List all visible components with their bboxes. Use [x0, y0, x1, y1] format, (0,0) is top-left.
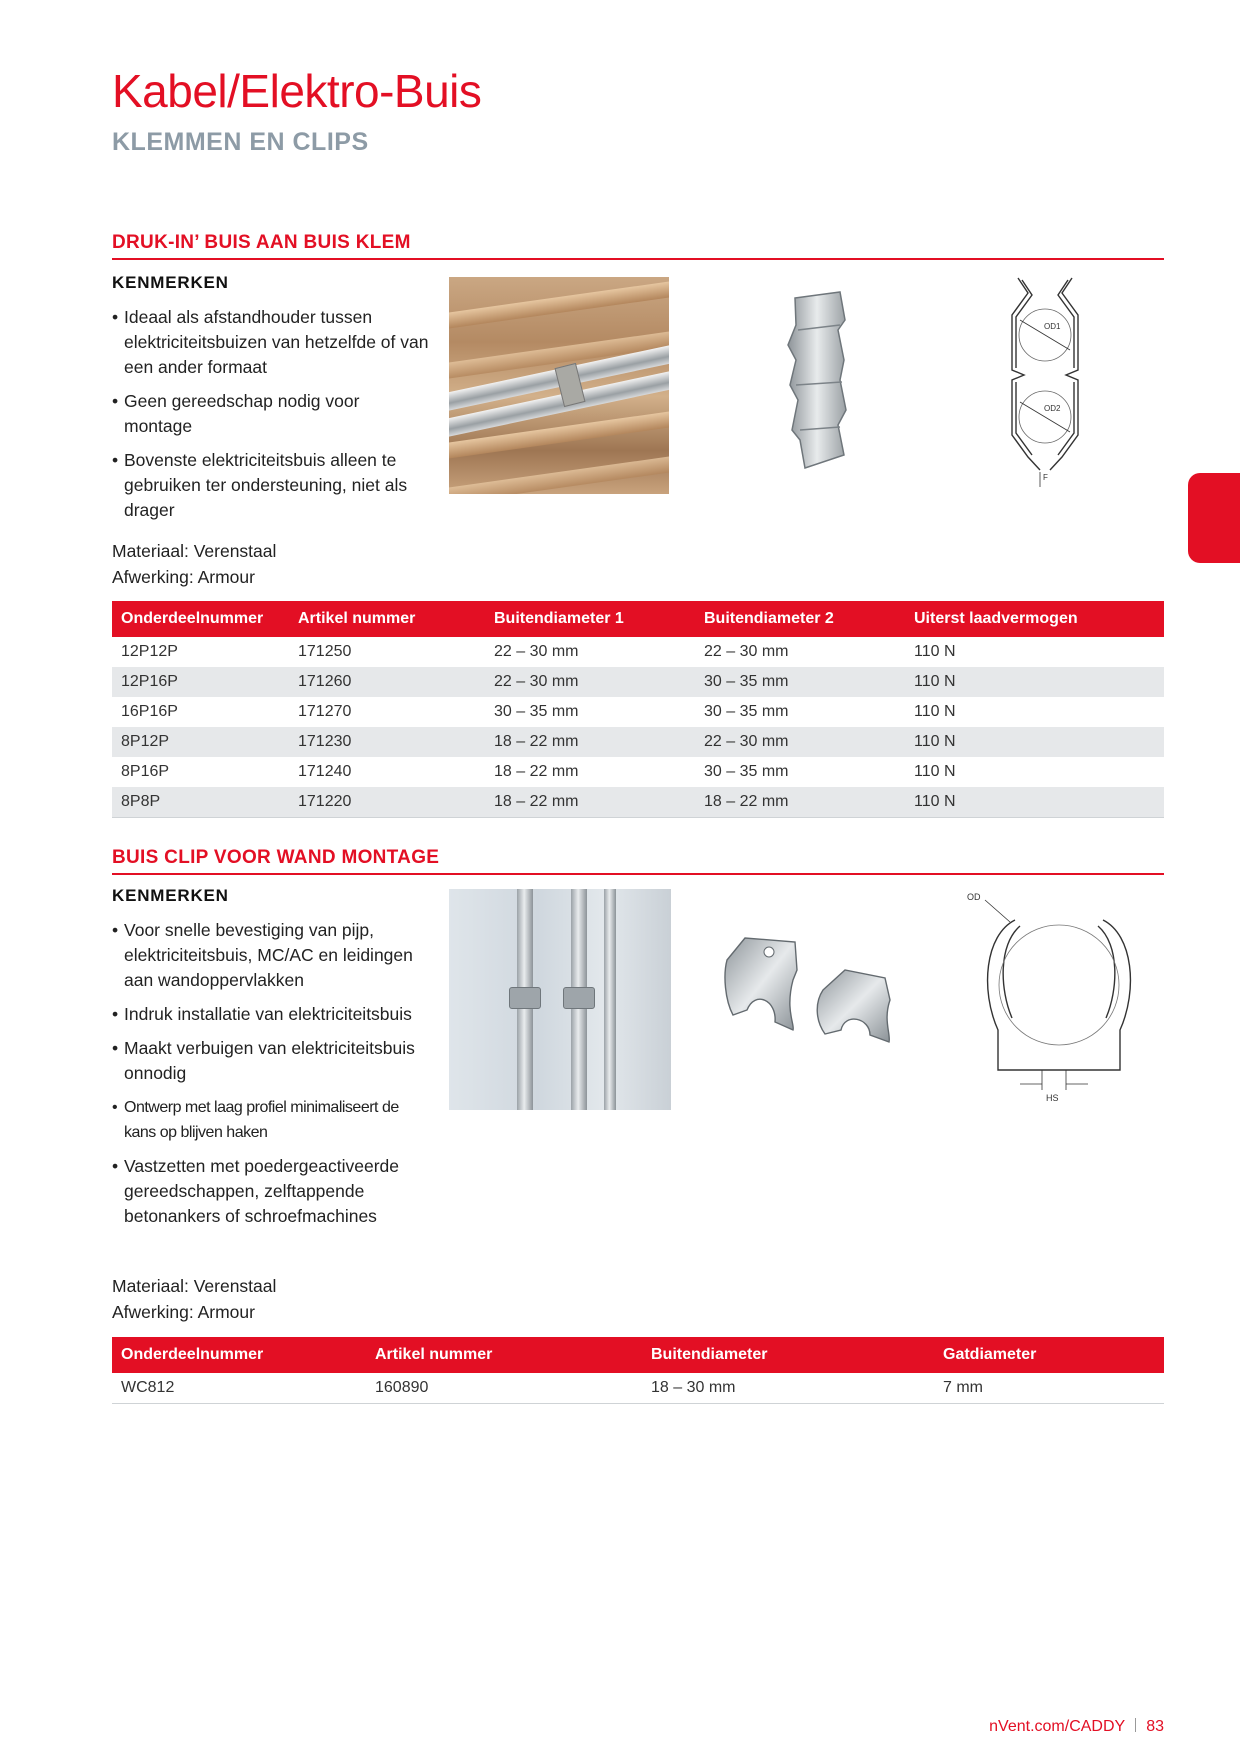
table-cell: 12P16P [112, 667, 289, 697]
table-row [112, 697, 1164, 727]
product-image-wall-clips [715, 930, 905, 1060]
diagram-label-od: OD [967, 892, 981, 902]
table-cell: 18 – 22 mm [695, 787, 905, 817]
table-row [112, 787, 1164, 817]
feature-item: • Bovenste elektriciteitsbuis alleen te gebruiken ter ondersteuning, niet als drager [112, 448, 432, 523]
installation-photo-ceiling [449, 277, 669, 494]
spec-table-buis-aan-buis [112, 601, 1164, 818]
feature-item: • Vastzetten met poedergeactiveerde gereedschappen, zelftappende betonankers of schroefmachines [112, 1154, 432, 1229]
table-row [112, 1373, 1164, 1403]
feature-item: • Indruk installatie van elektriciteitsbuis [112, 1002, 432, 1027]
table-row [112, 757, 1164, 787]
table-cell: 171240 [298, 763, 352, 780]
chapter-tab [1188, 473, 1240, 563]
feature-item: • Maakt verbuigen van elektriciteitsbuis onnodig [112, 1036, 432, 1086]
table-cell: 30 – 35 mm [704, 703, 789, 720]
column-header: Buitendiameter 1 [485, 601, 695, 637]
table-cell: 22 – 30 mm [695, 727, 905, 757]
feature-item: • Voor snelle bevestiging van pijp, elektriciteitsbuis, MC/AC en leidingen aan wandoppervlakken [112, 918, 432, 993]
table-cell: 8P16P [121, 763, 170, 780]
diagram-label-od2: OD2 [1044, 404, 1061, 413]
table-cell: 22 – 30 mm [494, 643, 579, 660]
table-header-row [112, 1337, 1164, 1373]
table-cell: 171230 [289, 727, 485, 757]
column-header: Buitendiameter 2 [695, 601, 905, 637]
table-cell: 30 – 35 mm [494, 703, 579, 720]
column-header: Uiterst laadvermogen [905, 601, 1164, 637]
features-list [112, 918, 432, 1238]
page-subtitle: KLEMMEN EN CLIPS [112, 128, 369, 156]
table-cell: 7 mm [934, 1373, 1164, 1403]
technical-diagram-wall-clip [960, 890, 1140, 1105]
feature-item: • Ontwerp met laag profiel minimaliseert de kans op blijven haken [112, 1095, 432, 1145]
column-header: Buitendiameter [642, 1337, 934, 1373]
table-cell: 110 N [914, 703, 956, 720]
table-cell: 110 N [914, 763, 956, 780]
table-cell: 160890 [366, 1373, 642, 1403]
table-cell: 12P12P [121, 643, 178, 660]
features-title: KENMERKEN [112, 886, 229, 905]
technical-diagram-clip [1000, 275, 1090, 490]
diagram-label-od1: OD1 [1044, 322, 1061, 331]
table-cell: 171260 [289, 667, 485, 697]
table-cell: WC812 [112, 1373, 366, 1403]
material-text: Materiaal: Verenstaal [112, 541, 277, 561]
table-cell: 8P8P [112, 787, 289, 817]
section-heading-buis-clip-wand: BUIS CLIP VOOR WAND MONTAGE [112, 847, 1164, 875]
table-row [112, 667, 1164, 697]
table-cell: 30 – 35 mm [704, 763, 789, 780]
table-cell: 110 N [914, 643, 956, 660]
feature-item: • Ideaal als afstandhouder tussen elektriciteitsbuizen van hetzelfde of van een ander formaat [112, 305, 432, 380]
feature-item: • Geen gereedschap nodig voor montage [112, 389, 432, 439]
table-cell: 171250 [298, 643, 352, 660]
footer-website: nVent.com/CADDY [989, 1718, 1126, 1735]
table-header-row [112, 601, 1164, 637]
table-cell: 16P16P [121, 703, 178, 720]
table-cell: 18 – 22 mm [485, 787, 695, 817]
footer-divider [1135, 1718, 1136, 1732]
installation-photo-wall [449, 889, 671, 1110]
table-cell: 22 – 30 mm [485, 667, 695, 697]
column-header: Gatdiameter [934, 1337, 1164, 1373]
table-cell: 110 N [905, 787, 1164, 817]
table-cell: 18 – 22 mm [485, 727, 695, 757]
table-cell: 18 – 22 mm [494, 763, 579, 780]
table-row [112, 637, 1164, 667]
footer [989, 1718, 1164, 1736]
table-cell: 30 – 35 mm [695, 667, 905, 697]
finish-text: Afwerking: Armour [112, 567, 255, 587]
column-header: Artikel nummer [289, 601, 485, 637]
table-cell: 18 – 30 mm [642, 1373, 934, 1403]
finish-text: Afwerking: Armour [112, 1302, 255, 1322]
page-number: 83 [1146, 1718, 1164, 1735]
section-heading-buis-aan-buis-klem: DRUK-IN’ BUIS AAN BUIS KLEM [112, 232, 1164, 260]
material-info [112, 1273, 276, 1325]
table-row [112, 727, 1164, 757]
spec-table-wand-clip [112, 1337, 1164, 1404]
features-title: KENMERKEN [112, 273, 229, 292]
material-info [112, 538, 276, 590]
table-cell: 22 – 30 mm [704, 643, 789, 660]
column-header: Artikel nummer [366, 1337, 642, 1373]
table-cell: 171220 [289, 787, 485, 817]
material-text: Materiaal: Verenstaal [112, 1276, 277, 1296]
page-title: Kabel/Elektro-Buis [112, 65, 482, 117]
diagram-label-f: F [1043, 473, 1048, 482]
diagram-label-hs: HS [1046, 1093, 1059, 1103]
table-cell: 110 N [905, 667, 1164, 697]
product-image-clip [770, 290, 870, 470]
table-cell: 8P12P [112, 727, 289, 757]
table-cell: 171270 [298, 703, 352, 720]
column-header: Onderdeelnummer [112, 601, 289, 637]
table-cell: 110 N [905, 727, 1164, 757]
features-list [112, 305, 432, 532]
column-header: Onderdeelnummer [112, 1337, 366, 1373]
